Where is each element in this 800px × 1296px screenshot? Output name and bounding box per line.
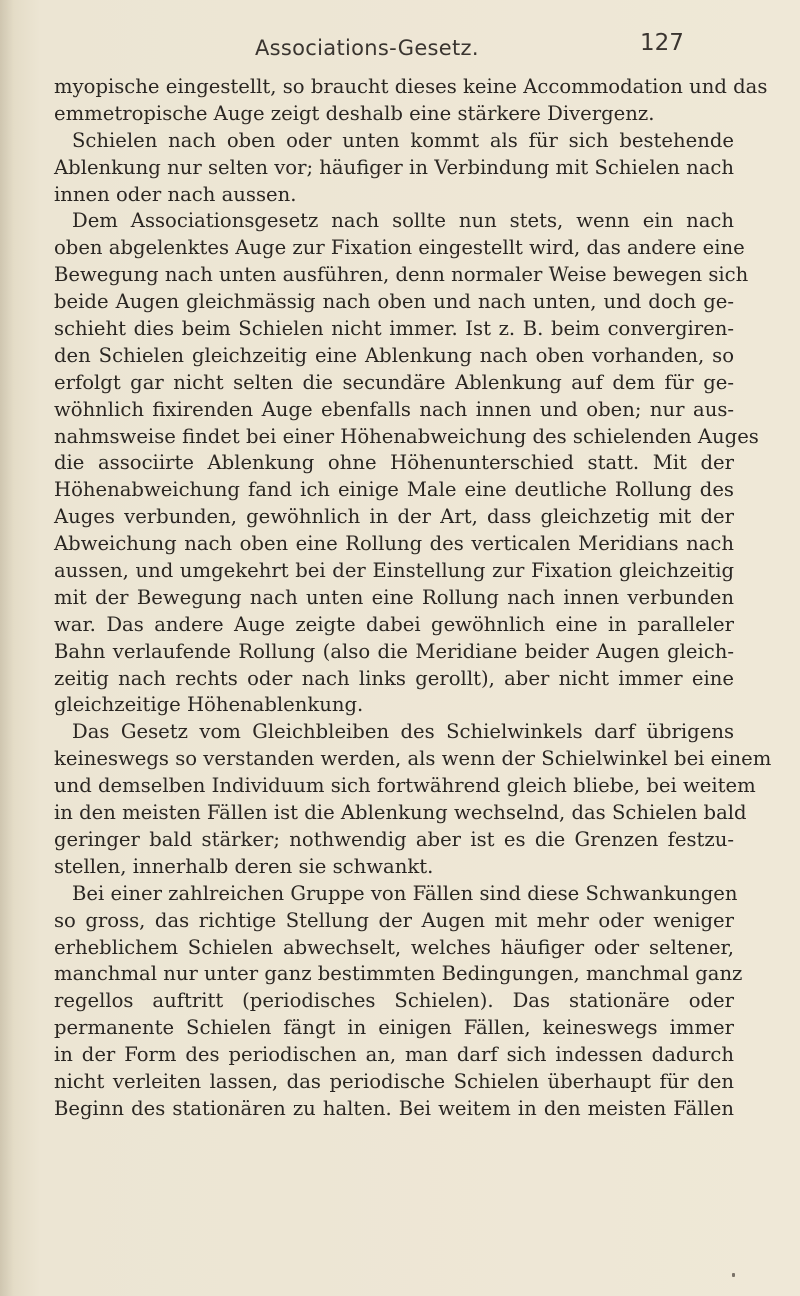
- text-line: Auges verbunden, gewöhnlich in der Art, dass gleichzetig mit der: [54, 505, 734, 529]
- text-line: in den meisten Fällen ist die Ablenkung wechselnd, das Schielen bald: [54, 801, 747, 825]
- text-line: Höhenabweichung fand ich einige Male eine deutliche Rollung des: [54, 478, 734, 502]
- text-line: beide Augen gleichmässig nach oben und nach unten, und doch ge-: [54, 290, 734, 314]
- text-line: Abweichung nach oben eine Rollung des verticalen Meridians nach: [54, 532, 734, 556]
- text-line: Bahn verlaufende Rollung (also die Meridiane beider Augen gleich-: [54, 639, 734, 663]
- page-number: 127: [640, 30, 684, 56]
- text-line: die associirte Ablenkung ohne Höhenunterschied statt. Mit der: [54, 451, 734, 475]
- text-line: zeitig nach rechts oder nach links gerollt), aber nicht immer eine: [54, 666, 734, 690]
- text-line: in der Form des periodischen an, man darf sich indessen dadurch: [54, 1043, 734, 1067]
- text-line: Bewegung nach unten ausführen, denn normaler Weise bewegen sich: [54, 263, 749, 287]
- text-line: wöhnlich fixirenden Auge ebenfalls nach innen und oben; nur aus-: [54, 397, 734, 421]
- text-line: gleichzeitige Höhenablenkung.: [54, 693, 364, 717]
- text-line: Das Gesetz vom Gleichbleiben des Schielwinkels darf übrigens: [72, 720, 734, 744]
- text-line: erheblichem Schielen abwechselt, welches häufiger oder seltener,: [54, 935, 734, 959]
- text-line: oben abgelenktes Auge zur Fixation eingestellt wird, das andere eine: [54, 236, 745, 260]
- text-line: geringer bald stärker; nothwendig aber ist es die Grenzen festzu-: [54, 827, 734, 851]
- text-line: Ablenkung nur selten vor; häufiger in Verbindung mit Schielen nach: [54, 155, 734, 179]
- body-text: [54, 74, 772, 1123]
- text-line: regellos auftritt (periodisches Schielen). Das stationäre oder: [54, 989, 734, 1013]
- text-line: permanente Schielen fängt in einigen Fällen, keineswegs immer: [54, 1016, 734, 1040]
- text-line: stellen, innerhalb deren sie schwankt.: [54, 854, 434, 878]
- text-line: Dem Associationsgesetz nach sollte nun stets, wenn ein nach: [72, 209, 734, 233]
- text-line: erfolgt gar nicht selten die secundäre Ablenkung auf dem für ge-: [54, 370, 734, 394]
- text-line: Schielen nach oben oder unten kommt als für sich bestehende: [72, 128, 734, 152]
- page-header: [0, 30, 800, 76]
- text-line: den Schielen gleichzeitig eine Ablenkung nach oben vorhanden, so: [54, 343, 734, 367]
- ink-speck: [732, 1273, 735, 1277]
- text-line: keineswegs so verstanden werden, als wenn der Schielwinkel bei einem: [54, 747, 772, 771]
- text-line: manchmal nur unter ganz bestimmten Bedingungen, manchmal ganz: [54, 962, 743, 986]
- text-line: emmetropische Auge zeigt deshalb eine stärkere Divergenz.: [54, 101, 655, 125]
- text-line: aussen, und umgekehrt bei der Einstellung zur Fixation gleichzeitig: [54, 559, 734, 583]
- running-title: Associations-Gesetz.: [255, 36, 479, 60]
- text-line: mit der Bewegung nach unten eine Rollung nach innen verbunden: [54, 585, 734, 609]
- text-line: war. Das andere Auge zeigte dabei gewöhnlich eine in paralleler: [54, 612, 734, 636]
- text-line: nahmsweise findet bei einer Höhenabweichung des schielenden Auges: [54, 424, 759, 448]
- text-line: myopische eingestellt, so braucht dieses keine Accommodation und das: [54, 75, 768, 98]
- text-line: innen oder nach aussen.: [54, 182, 297, 206]
- text-line: Beginn des stationären zu halten. Bei weitem in den meisten Fällen: [54, 1096, 734, 1120]
- text-line: so gross, das richtige Stellung der Augen mit mehr oder weniger: [54, 908, 734, 932]
- text-line: Bei einer zahlreichen Gruppe von Fällen sind diese Schwankungen: [72, 881, 738, 905]
- text-line: und demselben Individuum sich fortwährend gleich bliebe, bei weitem: [54, 774, 756, 798]
- text-line: schieht dies beim Schielen nicht immer. Ist z. B. beim convergiren-: [54, 317, 734, 341]
- text-line: nicht verleiten lassen, das periodische Schielen überhaupt für den: [54, 1069, 734, 1093]
